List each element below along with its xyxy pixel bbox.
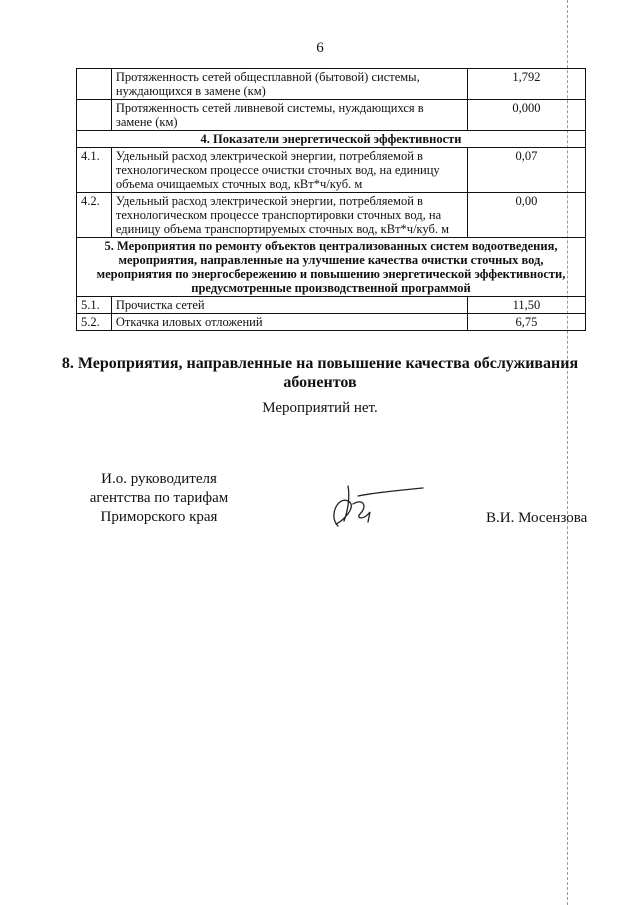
row-value: 0,07 xyxy=(467,148,585,193)
row-description: Удельный расход электрической энергии, потребляемой в технологическом процессе очистки сточных вод, на единицу объема очищаемых сточных вод, кВт*ч/куб. м xyxy=(111,148,467,193)
row-description: Протяженность сетей ливневой системы, нуждающихся в замене (км) xyxy=(111,100,467,131)
page-number: 6 xyxy=(316,40,324,56)
handwritten-signature xyxy=(318,476,428,536)
row-description: Откачка иловых отложений xyxy=(111,314,467,331)
row-value: 11,50 xyxy=(467,297,585,314)
table-row xyxy=(77,297,586,314)
signatory-name: В.И. Мосензова xyxy=(486,510,588,526)
section-heading: 5. Мероприятия по ремонту объектов централизованных систем водоотведения, мероприятия, направленные на улучшение качества очистки сточных вод, мероприятия по энергосбережению и повышению энергетической эффективности, предусмотренные производственной программой xyxy=(77,238,586,297)
row-number xyxy=(77,69,112,100)
table-row xyxy=(77,100,586,131)
row-value: 0,00 xyxy=(467,193,585,238)
section-heading: 4. Показатели энергетической эффективности xyxy=(77,131,586,148)
table-section-row xyxy=(77,238,586,297)
position-line: Приморского края xyxy=(100,509,218,525)
indicators-table xyxy=(76,68,586,331)
table-section-row xyxy=(77,131,586,148)
row-number: 4.2. xyxy=(77,193,112,238)
row-number: 5.1. xyxy=(77,297,112,314)
signatory-position xyxy=(84,470,234,527)
table-row xyxy=(77,69,586,100)
row-value: 0,000 xyxy=(467,100,585,131)
position-line: агентства по тарифам xyxy=(89,490,229,506)
section-8-title: 8. Мероприятия, направленные на повышение качества обслуживания абонентов xyxy=(61,355,579,391)
row-description: Протяженность сетей общесплавной (бытовой) системы, нуждающихся в замене (км) xyxy=(111,69,467,100)
table-row xyxy=(77,193,586,238)
row-number: 4.1. xyxy=(77,148,112,193)
row-number: 5.2. xyxy=(77,314,112,331)
row-value: 1,792 xyxy=(467,69,585,100)
indicators-table-body xyxy=(77,69,586,331)
table-row xyxy=(77,148,586,193)
row-number xyxy=(77,100,112,131)
row-description: Удельный расход электрической энергии, потребляемой в технологическом процессе транспортировки сточных вод, на единицу объема транспортируемых сточных вод, кВт*ч/куб. м xyxy=(111,193,467,238)
position-line: И.о. руководителя xyxy=(101,471,217,487)
table-row xyxy=(77,314,586,331)
row-value: 6,75 xyxy=(467,314,585,331)
section-8-statement: Мероприятий нет. xyxy=(262,400,378,416)
row-description: Прочистка сетей xyxy=(111,297,467,314)
